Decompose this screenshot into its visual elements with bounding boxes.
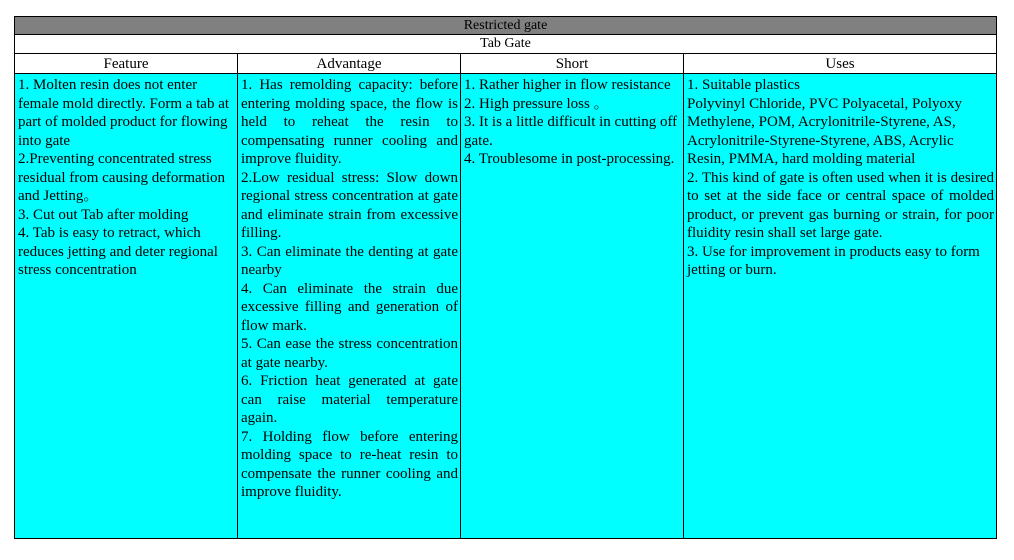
short-item-3: 3. It is a little difficult in cutting off gate.: [464, 114, 678, 149]
advantage-item-5: 5. Can ease the stress concentration at gate nearby.: [241, 336, 458, 371]
header-feature: Feature: [15, 54, 237, 74]
column-divider: [460, 54, 461, 538]
header-advantage: Advantage: [238, 54, 460, 74]
uses-cell: [684, 74, 996, 538]
advantage-cell: [238, 74, 460, 538]
feature-item-3: 3. Cut out Tab after molding: [18, 206, 189, 223]
header-short: Short: [461, 54, 683, 74]
advantage-item-4: 4. Can eliminate the strain due excessive filling and generation of flow mark.: [241, 280, 458, 334]
advantage-item-7: 7. Holding flow before entering molding space to re-heat resin to compensate the runner cooling and improve fluidity.: [241, 428, 458, 500]
uses-item-3: 3. Use for improvement in products easy to form jetting or burn.: [687, 243, 980, 278]
table-subtitle: Tab Gate: [15, 35, 996, 54]
advantage-item-3: 3. Can eliminate the denting at gate nearby: [241, 243, 458, 278]
short-item-1: 1. Rather higher in flow resistance: [464, 77, 671, 93]
header-uses: Uses: [684, 54, 996, 74]
feature-item-1: 1. Molten resin does not enter female mold directly. Form a tab at part of molded product for flowing into gate: [18, 77, 230, 149]
short-item-2: 2. High pressure loss 。: [464, 95, 609, 112]
feature-item-4: 4. Tab is easy to retract, which reduces jetting and deter regional stress concentration: [18, 225, 218, 278]
advantage-item-1: 1. Has remolding capacity: before entering molding space, the flow is held to reheat the resin to compensating runner cooling and improve fluidity.: [241, 77, 458, 167]
advantage-item-6: 6. Friction heat generated at gate can raise material temperature again.: [241, 373, 458, 426]
table-title: Restricted gate: [15, 17, 996, 35]
column-divider: [683, 54, 684, 538]
feature-item-2: 2.Preventing concentrated stress residual from causing deformation and Jetting。: [18, 151, 226, 204]
tab-gate-table: [14, 16, 997, 539]
advantage-item-2: 2.Low residual stress: Slow down regional stress concentration at gate and eliminate strain from excessive filling.: [241, 169, 458, 241]
short-item-4: 4. Troublesome in post-processing.: [464, 151, 675, 167]
short-cell: [461, 74, 683, 538]
feature-cell: [15, 74, 237, 538]
uses-plastics-list: Polyvinyl Chloride, PVC Polyacetal, Polyoxy Methylene, POM, Acrylonitrile-Styrene, AS, Acrylonitrile-Styrene-Styrene, ABS, Acrylic Resin, PMMA, hard molding material: [687, 95, 963, 167]
uses-item-2: 2. This kind of gate is often used when it is desired to set at the side face or central space of molded product, or prevent gas burning or strain, for poor fluidity resin shall set large gate.: [687, 169, 994, 241]
uses-item-1: 1. Suitable plastics: [687, 77, 800, 93]
column-divider: [237, 54, 238, 538]
